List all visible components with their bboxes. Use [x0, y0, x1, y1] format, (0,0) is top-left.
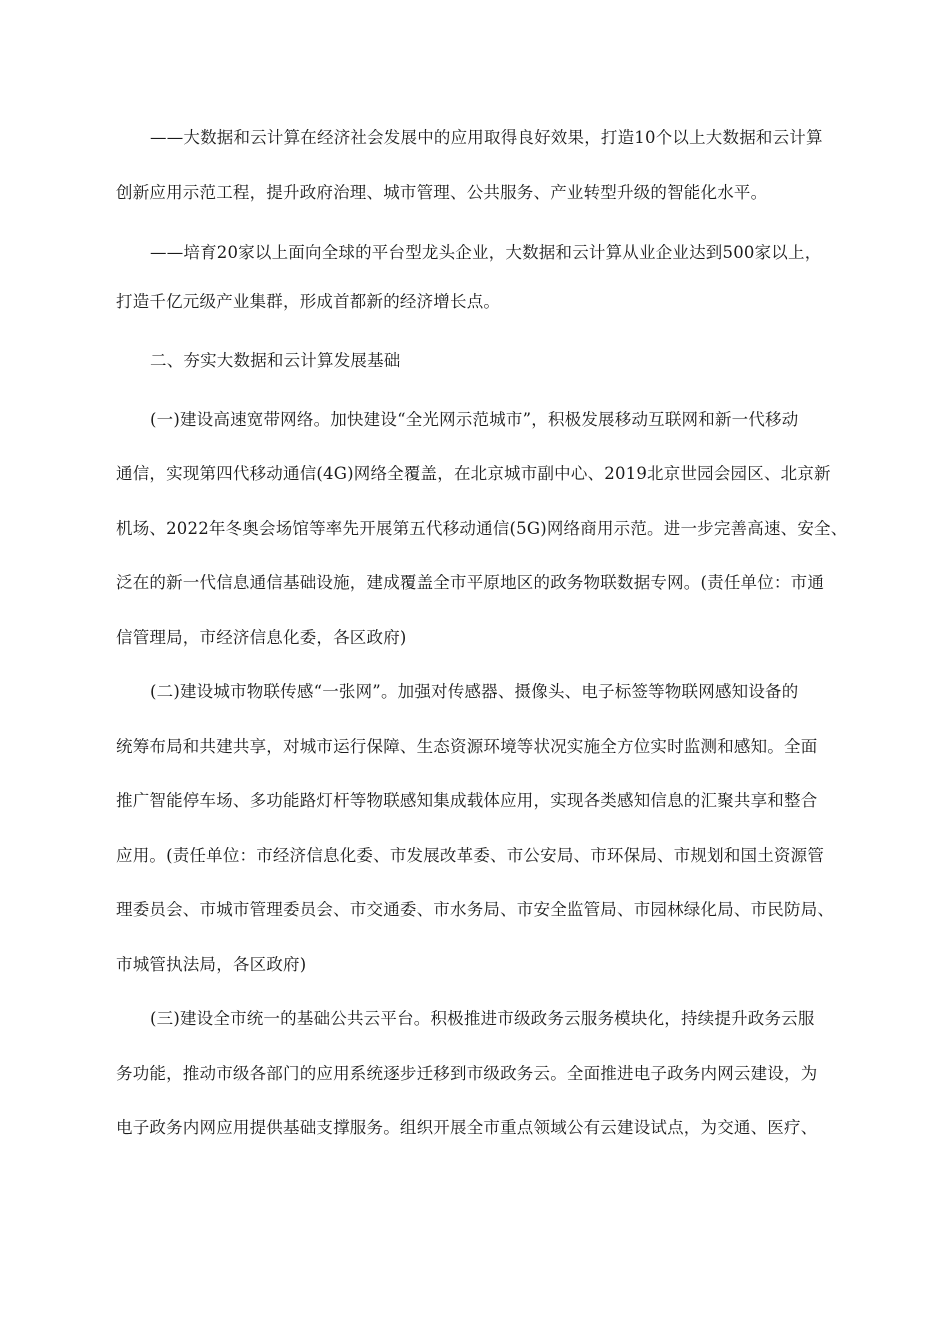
- paragraph-line: 务功能，推动市级各部门的应用系统逐步迁移到市级政务云。全面推进电子政务内网云建设，为: [116, 1064, 818, 1083]
- paragraph-line: (二)建设城市物联传感“一张网”。加强对传感器、摄像头、电子标签等物联网感知设备的: [150, 682, 799, 701]
- paragraph-line: 机场、2022年冬奥会场馆等率先开展第五代移动通信(5G)网络商用示范。进一步完善高速、安全、: [116, 519, 848, 538]
- paragraph-line: 信管理局，市经济信息化委，各区政府): [116, 628, 407, 647]
- paragraph-line: 创新应用示范工程，提升政府治理、城市管理、公共服务、产业转型升级的智能化水平。: [116, 183, 768, 202]
- paragraph-line: 市城管执法局，各区政府): [116, 955, 307, 974]
- paragraph-line: 统筹布局和共建共享，对城市运行保障、生态资源环境等状况实施全方位实时监测和感知。全面: [116, 737, 818, 756]
- paragraph-line: 泛在的新一代信息通信基础设施，建成覆盖全市平原地区的政务物联数据专网。(责任单位：市通: [116, 573, 825, 592]
- paragraph-line: 应用。(责任单位：市经济信息化委、市发展改革委、市公安局、市环保局、市规划和国土资源管: [116, 846, 825, 865]
- paragraph-line: ——培育20家以上面向全球的平台型龙头企业，大数据和云计算从业企业达到500家以上，: [150, 243, 822, 262]
- paragraph-line: 通信，实现第四代移动通信(4G)网络全覆盖，在北京城市副中心、2019北京世园会园区、北京新: [116, 464, 831, 483]
- paragraph-line: 电子政务内网应用提供基础支撑服务。组织开展全市重点领域公有云建设试点，为交通、医疗、: [116, 1118, 818, 1137]
- paragraph-line: 打造千亿元级产业集群，形成首都新的经济增长点。: [116, 292, 501, 311]
- paragraph-line: ——大数据和云计算在经济社会发展中的应用取得良好效果，打造10个以上大数据和云计算: [150, 128, 823, 147]
- section-heading: 二、夯实大数据和云计算发展基础: [150, 351, 401, 370]
- paragraph-line: 推广智能停车场、多功能路灯杆等物联感知集成载体应用，实现各类感知信息的汇聚共享和整合: [116, 791, 818, 810]
- paragraph-line: 理委员会、市城市管理委员会、市交通委、市水务局、市安全监管局、市园林绿化局、市民防局、: [116, 900, 835, 919]
- paragraph-line: (一)建设高速宽带网络。加快建设“全光网示范城市”，积极发展移动互联网和新一代移动: [150, 410, 799, 429]
- paragraph-line: (三)建设全市统一的基础公共云平台。积极推进市级政务云服务模块化，持续提升政务云服: [150, 1009, 815, 1028]
